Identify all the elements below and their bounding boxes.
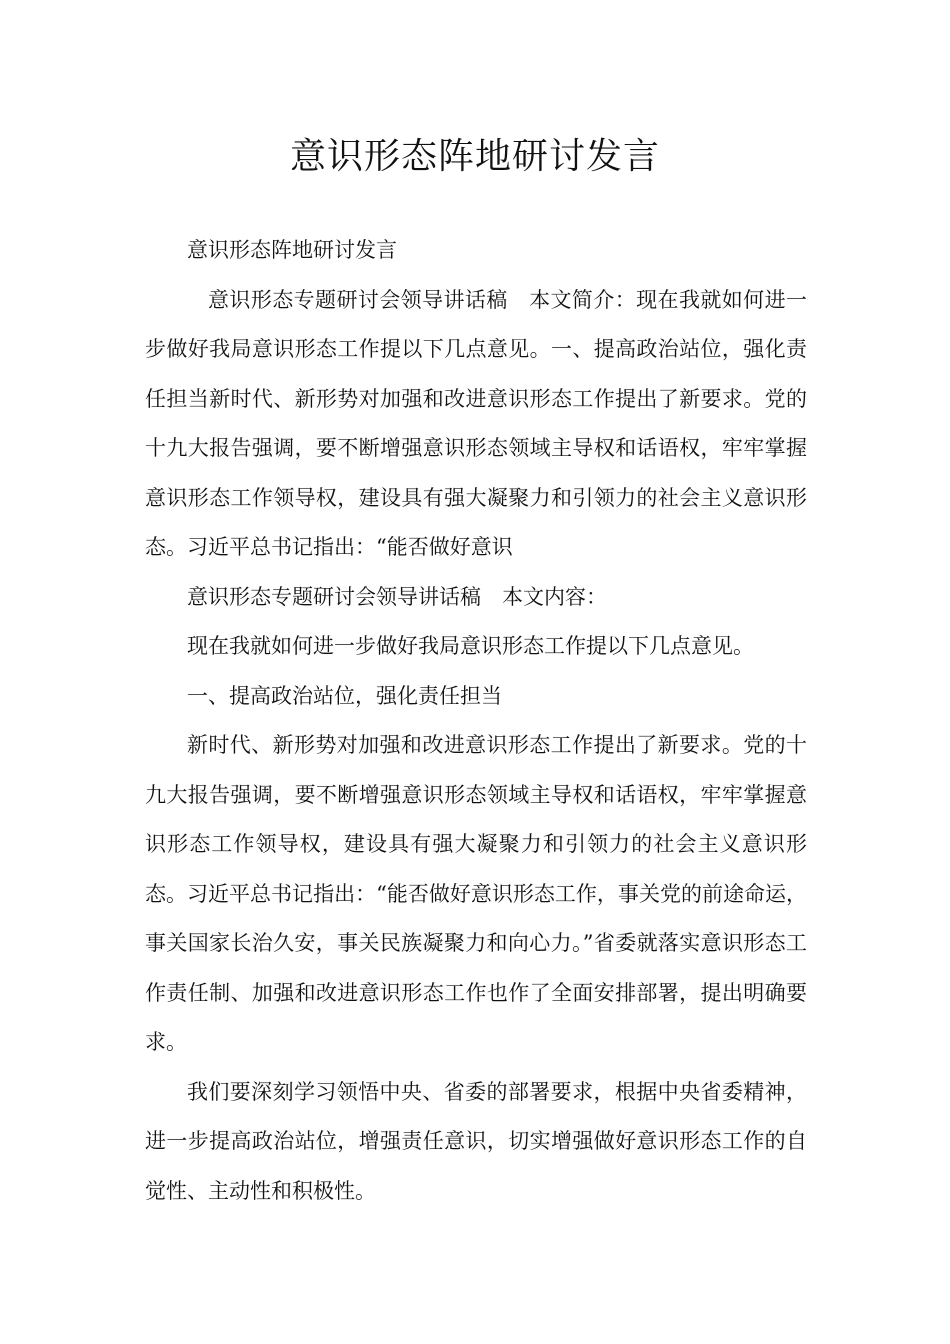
paragraph-heading-repeat: 意识形态阵地研讨发言 bbox=[187, 238, 397, 262]
paragraph-content-label: 意识形态专题研讨会领导讲话稿 本文内容： bbox=[187, 584, 607, 609]
paragraph-section-1-conclusion: 我们要深刻学习领悟中央、省委的部署要求，根据中央省委精神，进一步提高政治站位，增强责任意识，切实增强做好意识形态工作的自觉性、主动性和积极性。 bbox=[145, 1079, 807, 1203]
paragraph-summary: 意识形态专题研讨会领导讲话稿 本文简介：现在我就如何进一步做好我局意识形态工作提以下几点意见。一、提高政治站位，强化责任担当新时代、新形势对加强和改进意识形态工作提出了新要求。党的十九大报告强调，要不断增强意识形态领域主导权和话语权，牢牢掌握意识形态工作领导权，建设具有强大凝聚力和引领力的社会主义意识形态。习近平总书记指出：“能否做好意识 bbox=[145, 287, 807, 559]
document-title: 意识形态阵地研讨发言 bbox=[289, 136, 660, 177]
document-body bbox=[145, 226, 807, 1216]
paragraph-section-1-body: 新时代、新形势对加强和改进意识形态工作提出了新要求。党的十九大报告强调，要不断增强意识形态领域主导权和话语权，牢牢掌握意识形态工作领导权，建设具有强大凝聚力和引领力的社会主义意识形态。习近平总书记指出：“能否做好意识形态工作，事关党的前途命运，事关国家长治久安，事关民族凝聚力和向心力。”省委就落实意识形态工作责任制、加强和改进意识形态工作也作了全面安排部署，提出明确要求。 bbox=[145, 733, 807, 1054]
section-heading-1: 一、提高政治站位，强化责任担当 bbox=[187, 683, 502, 708]
paragraph-opening: 现在我就如何进一步做好我局意识形态工作提以下几点意见。 bbox=[187, 634, 754, 658]
